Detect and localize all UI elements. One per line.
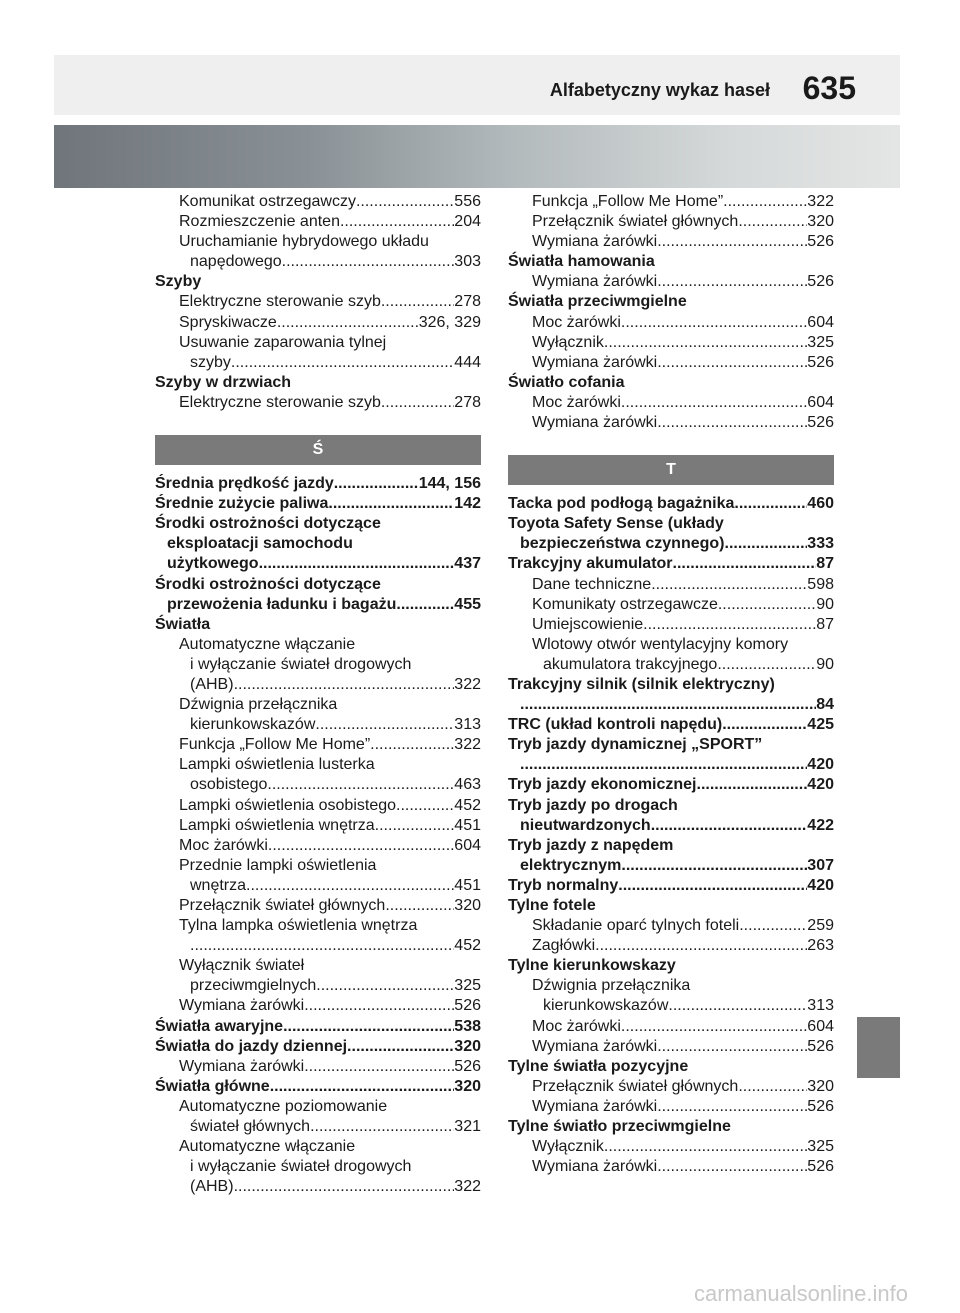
index-entry: Środki ostrożności dotyczące: [155, 515, 381, 533]
index-entry: Tryb normalny ..... 420: [508, 876, 834, 896]
index-entry: Lampki oświetlenia wnętrza ..... 451: [155, 816, 481, 836]
index-heading: Szyby: [155, 273, 202, 291]
index-column-right: [508, 192, 834, 1177]
chapter-side-tab: [857, 1017, 900, 1078]
index-entry: Wymiana żarówki ..... 526: [508, 413, 834, 433]
watermark-text: carmanualsonline.info: [693, 1281, 908, 1306]
index-entry-continuation: nieutwardzonych ..... 422: [508, 816, 834, 836]
index-entry: Usuwanie zaparowania tylnej: [179, 333, 387, 351]
index-entry-continuation: wnętrza ..... 451: [155, 876, 481, 896]
index-entry: TRC (układ kontroli napędu) ..... 425: [508, 715, 834, 735]
index-entry: Przełącznik świateł głównych ..... 320: [508, 212, 834, 232]
index-entry-continuation: napędowego ..... 303: [155, 252, 481, 272]
index-entry: Tacka pod podłogą bagażnika ..... 460: [508, 494, 834, 514]
index-entry: Składanie oparć tylnych foteli ..... 259: [508, 916, 834, 936]
index-entry: Przednie lampki oświetlenia: [179, 856, 377, 874]
index-entry: Tryb jazdy dynamicznej „SPORT”: [508, 736, 763, 754]
decorative-gradient-band: [54, 125, 900, 188]
index-entry: Tryb jazdy z napędem: [508, 836, 674, 854]
index-entry: Tryb jazdy po drogach: [508, 796, 678, 814]
index-entry: Tryb jazdy ekonomicznej ..... 420: [508, 775, 834, 795]
index-entry-continuation: przeciwmgielnych ..... 325: [155, 976, 481, 996]
index-entry: Dźwignia przełącznika: [532, 977, 691, 995]
index-entry: Komunikat ostrzegawczy ..... 556: [155, 192, 481, 212]
index-entry: Środki ostrożności dotyczące: [155, 575, 381, 593]
index-entry-continuation: i wyłączanie świateł drogowych: [190, 1158, 412, 1176]
index-entry-continuation: (AHB) ..... 322: [155, 675, 481, 695]
index-heading: Tylne światła pozycyjne: [508, 1057, 689, 1075]
index-entry: Wymiana żarówki ..... 526: [508, 232, 834, 252]
page-number: 635: [802, 70, 856, 106]
index-entry-continuation: eksploatacji samochodu: [167, 535, 353, 553]
index-entry: Elektryczne sterowanie szyb ..... 278: [155, 292, 481, 312]
index-entry: Wymiana żarówki ..... 526: [155, 996, 481, 1016]
index-entry: Światła awaryjne ..... 538: [155, 1017, 481, 1037]
index-entry: Moc żarówki ..... 604: [508, 393, 834, 413]
index-heading: Światła: [155, 615, 211, 633]
index-entry: Przełącznik świateł głównych ..... 320: [155, 896, 481, 916]
index-entry: Wyłącznik świateł: [179, 957, 305, 975]
index-entry: Spryskiwacze ..... 326, 329: [155, 313, 481, 333]
index-entry: Rozmieszczenie anten ..... 204: [155, 212, 481, 232]
index-entry: Moc żarówki ..... 604: [155, 836, 481, 856]
index-entry-continuation: świateł głównych ..... 321: [155, 1117, 481, 1137]
index-entry: Wlotowy otwór wentylacyjny komory: [532, 635, 789, 653]
index-heading: Szyby w drzwiach: [155, 373, 292, 391]
index-entry: Wyłącznik ..... 325: [508, 1137, 834, 1157]
index-entry: Umiejscowienie ..... 87: [508, 615, 834, 635]
index-entry-continuation: i wyłączanie świateł drogowych: [190, 655, 412, 673]
index-entry: Komunikaty ostrzegawcze ..... 90: [508, 595, 834, 615]
index-entry: Automatyczne poziomowanie: [179, 1097, 388, 1115]
index-heading: Światła przeciwmgielne: [508, 293, 687, 311]
index-entry-continuation: akumulatora trakcyjnego ..... 90: [508, 655, 834, 675]
index-entry: Wymiana żarówki ..... 526: [508, 1157, 834, 1177]
index-entry: Wymiana żarówki ..... 526: [508, 353, 834, 373]
index-entry: Średnia prędkość jazdy ..... 144, 156: [155, 474, 481, 494]
index-entry-continuation: osobistego ..... 463: [155, 775, 481, 795]
index-entry: Tylna lampka oświetlenia wnętrza: [179, 917, 418, 935]
index-entry: Trakcyjny silnik (silnik elektryczny): [508, 675, 775, 693]
index-entry: Automatyczne włączanie: [179, 635, 356, 653]
index-entry-continuation: ..... 452: [155, 936, 481, 956]
index-heading: Tylne światło przeciwmgielne: [508, 1118, 731, 1136]
index-heading: Światło cofania: [508, 373, 625, 391]
index-entry: Funkcja „Follow Me Home” ..... 322: [155, 735, 481, 755]
index-entry-continuation: ..... 420: [508, 755, 834, 775]
index-entry-continuation: przewożenia ładunku i bagażu ..... 455: [155, 595, 481, 615]
index-entry: Wyłącznik ..... 325: [508, 333, 834, 353]
index-entry: Przełącznik świateł głównych ..... 320: [508, 1077, 834, 1097]
index-entry-continuation: ..... 84: [508, 695, 834, 715]
index-entry: Funkcja „Follow Me Home” ..... 322: [508, 192, 834, 212]
index-entry: Wymiana żarówki ..... 526: [508, 1037, 834, 1057]
index-entry: Dane techniczne ..... 598: [508, 575, 834, 595]
index-entry: Lampki oświetlenia lusterka: [179, 756, 375, 774]
header-band: [54, 55, 900, 115]
index-column-left: [155, 192, 481, 1197]
index-heading: Światła hamowania: [508, 253, 655, 271]
index-entry-continuation: bezpieczeństwa czynnego) ..... 333: [508, 534, 834, 554]
index-entry: Uruchamianie hybrydowego układu: [179, 233, 429, 251]
index-entry: Automatyczne włączanie: [179, 1138, 356, 1156]
index-entry-continuation: elektrycznym ..... 307: [508, 856, 834, 876]
section-letter-bar: Ś: [155, 435, 481, 465]
index-entry-continuation: kierunkowskazów ..... 313: [155, 715, 481, 735]
index-entry-continuation: szyby ..... 444: [155, 353, 481, 373]
index-entry-continuation: użytkowego ..... 437: [155, 554, 481, 574]
section-letter-bar: T: [508, 455, 834, 485]
index-entry: Wymiana żarówki ..... 526: [508, 1097, 834, 1117]
index-entry: Trakcyjny akumulator ..... 87: [508, 554, 834, 574]
index-entry: Moc żarówki ..... 604: [508, 313, 834, 333]
index-entry: Toyota Safety Sense (układy: [508, 515, 724, 533]
index-entry: Moc żarówki ..... 604: [508, 1017, 834, 1037]
index-entry: Światła do jazdy dziennej ..... 320: [155, 1037, 481, 1057]
index-entry: Wymiana żarówki ..... 526: [155, 1057, 481, 1077]
index-heading: Tylne fotele: [508, 897, 596, 914]
index-entry-continuation: kierunkowskazów ..... 313: [508, 996, 834, 1016]
index-entry: Światła główne ..... 320: [155, 1077, 481, 1097]
index-entry: Wymiana żarówki ..... 526: [508, 272, 834, 292]
index-heading: Tylne kierunkowskazy: [508, 957, 676, 975]
index-entry: Średnie zużycie paliwa ..... 142: [155, 494, 481, 514]
index-entry: Dźwignia przełącznika: [179, 696, 338, 714]
index-entry-continuation: (AHB) ..... 322: [155, 1177, 481, 1197]
section-title: Alfabetyczny wykaz haseł: [549, 80, 770, 100]
index-entry: Zagłówki ..... 263: [508, 936, 834, 956]
index-entry: Lampki oświetlenia osobistego ..... 452: [155, 796, 481, 816]
index-entry: Elektryczne sterowanie szyb ..... 278: [155, 393, 481, 413]
